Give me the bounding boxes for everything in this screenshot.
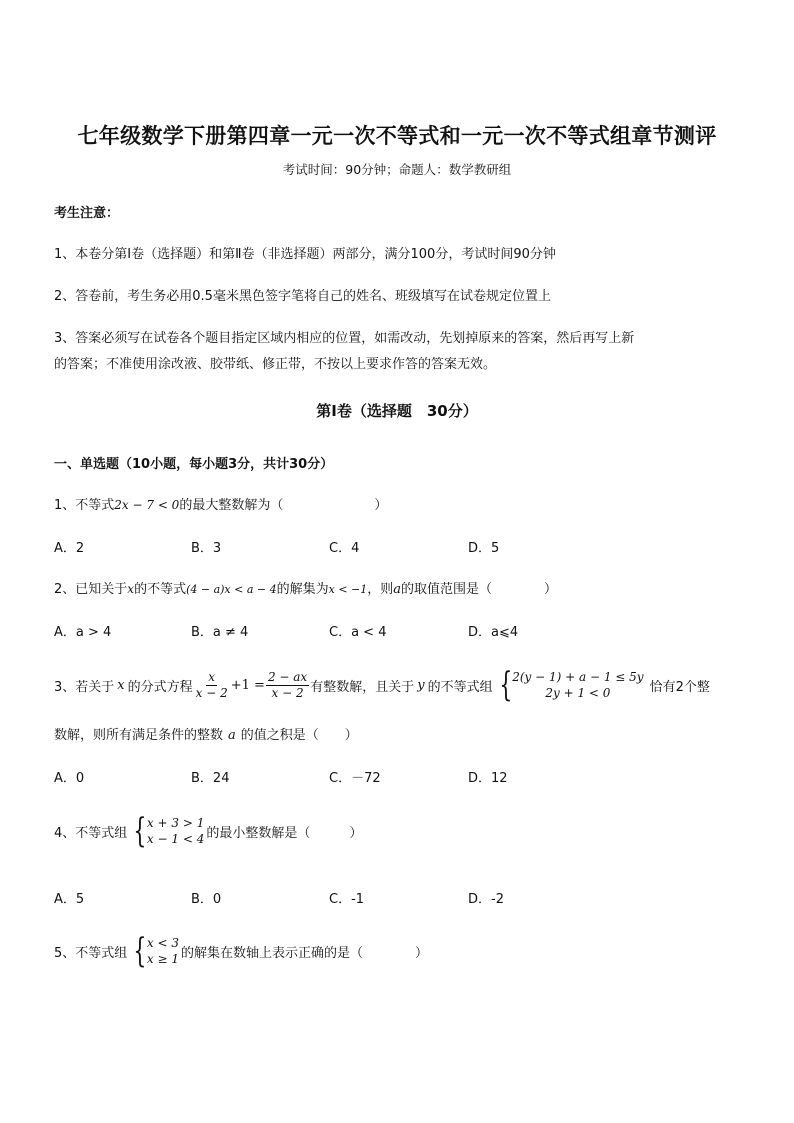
- q2-solution-set: x < −1: [328, 583, 368, 596]
- q3-fraction-right: [266, 670, 309, 701]
- q3-f2-numerator: 2 − ax: [267, 669, 308, 684]
- q3-option-c[interactable]: C．－72: [329, 771, 381, 786]
- notice-item-2: 2、答卷前，考生务必用0.5毫米黑色签字笔将自己的姓名、班级填写在试卷规定位置上: [54, 289, 551, 304]
- q4-inequality-system: [129, 811, 205, 851]
- question-4: [54, 811, 363, 851]
- q2-var-a: a: [393, 582, 402, 597]
- q4-option-c[interactable]: C．-1: [329, 892, 365, 907]
- q3-var-a: a: [228, 728, 236, 743]
- q1-suffix: 的最大整数解为（ ）: [179, 498, 388, 513]
- q3-suffix: 恰有2个整: [649, 679, 710, 695]
- question-2: [54, 578, 557, 597]
- q3-f1-denominator: x − 2: [195, 685, 228, 700]
- q1-option-d[interactable]: D．5: [468, 541, 500, 556]
- question-5: [54, 931, 429, 971]
- left-brace-icon: {: [133, 811, 147, 851]
- left-brace-icon: {: [498, 665, 512, 705]
- q2-option-a[interactable]: A．a > 4: [54, 625, 112, 640]
- q3-var-x: x: [117, 677, 125, 693]
- q2-prefix: 2、已知关于: [54, 582, 128, 597]
- q3-option-d[interactable]: D．12: [468, 771, 508, 786]
- q3-inequality-system: [495, 665, 644, 705]
- q3-mid1: 的分式方程: [127, 679, 193, 695]
- q4-option-b[interactable]: B．0: [191, 892, 222, 907]
- q3-line2-suffix: 的值之积是（ ）: [240, 728, 358, 743]
- left-brace-icon: {: [133, 931, 147, 971]
- q3-var-y: y: [417, 677, 425, 693]
- q5-inequality-system: [129, 931, 180, 971]
- section-title: 第Ⅰ卷（选择题 30分）: [316, 402, 478, 420]
- q2-mid2: 的解集为: [276, 582, 329, 597]
- q3-f1-numerator: x: [208, 669, 216, 684]
- exam-subtitle: 考试时间：90分钟；命题人：数学教研组: [282, 162, 512, 177]
- q1-option-a[interactable]: A．2: [54, 541, 85, 556]
- q4-system-line-1: x + 3 > 1: [146, 816, 205, 830]
- q4-option-d[interactable]: D．-2: [468, 892, 504, 907]
- q2-option-b[interactable]: B．a ≠ 4: [191, 625, 249, 640]
- q2-option-c[interactable]: C．a < 4: [329, 625, 387, 640]
- q3-fraction-left: [194, 670, 230, 701]
- notice-item-3: 3、答案必须写在试卷各个题目指定区域内相应的位置，如需改动，先划掉原来的答案，然后再写上新: [54, 331, 635, 346]
- q1-option-b[interactable]: B．3: [191, 541, 222, 556]
- q1-prefix: 1、不等式: [54, 498, 115, 513]
- notice-item-1: 1、本卷分第Ⅰ卷（选择题）和第Ⅱ卷（非选择题）两部分，满分100分，考试时间90分钟: [54, 247, 556, 262]
- q3-plus-one: +1 =: [230, 677, 265, 693]
- q1-expression: 2x − 7 < 0: [114, 498, 180, 512]
- q2-option-d[interactable]: D．a⩽4: [468, 625, 519, 640]
- q5-suffix: 的解集在数轴上表示正确的是（ ）: [181, 945, 429, 961]
- q4-option-a[interactable]: A．5: [54, 892, 85, 907]
- q3-f2-denominator: x − 2: [271, 685, 304, 700]
- q4-system-line-2: x − 1 < 4: [146, 832, 205, 846]
- q5-system-line-2: x ≥ 1: [146, 952, 180, 966]
- q3-mid3: 的不等式组: [427, 679, 493, 695]
- q2-expression: (4 − a)x < a − 4: [186, 583, 277, 596]
- q5-system-line-1: x < 3: [146, 936, 180, 950]
- q4-suffix: 的最小整数解是（ ）: [206, 825, 363, 841]
- q3-option-a[interactable]: A．0: [54, 771, 85, 786]
- notice-item-3-cont: 的答案；不准使用涂改液、胶带纸、修正带，不按以上要求作答的答案无效。: [54, 357, 497, 372]
- q3-prefix: 3、若关于: [54, 679, 115, 695]
- notice-heading: 考生注意：: [54, 206, 120, 221]
- q3-system-line-1: 2(y − 1) + a − 1 ≤ 5y: [512, 670, 644, 684]
- q3-mid2: 有整数解，且关于: [310, 679, 415, 695]
- q2-mid1: 的不等式: [134, 582, 187, 597]
- part-heading: 一、单选题（10小题，每小题3分，共计30分）: [54, 457, 334, 472]
- question-3: [54, 665, 710, 705]
- q3-system-line-2: 2y + 1 < 0: [545, 686, 611, 700]
- q2-mid3: ，则: [367, 582, 394, 597]
- q3-option-b[interactable]: B．24: [191, 771, 230, 786]
- question-3-line-2: [54, 724, 358, 743]
- q5-prefix: 5、不等式组: [54, 945, 128, 961]
- q2-suffix: 的取值范围是（ ）: [401, 582, 558, 597]
- q1-option-c[interactable]: C．4: [329, 541, 360, 556]
- page-title: 七年级数学下册第四章一元一次不等式和一元一次不等式组章节测评: [77, 123, 717, 148]
- question-1: [54, 494, 387, 513]
- q2-var-x: x: [127, 582, 135, 596]
- q3-line2: 数解，则所有满足条件的整数: [54, 728, 224, 743]
- q4-prefix: 4、不等式组: [54, 825, 128, 841]
